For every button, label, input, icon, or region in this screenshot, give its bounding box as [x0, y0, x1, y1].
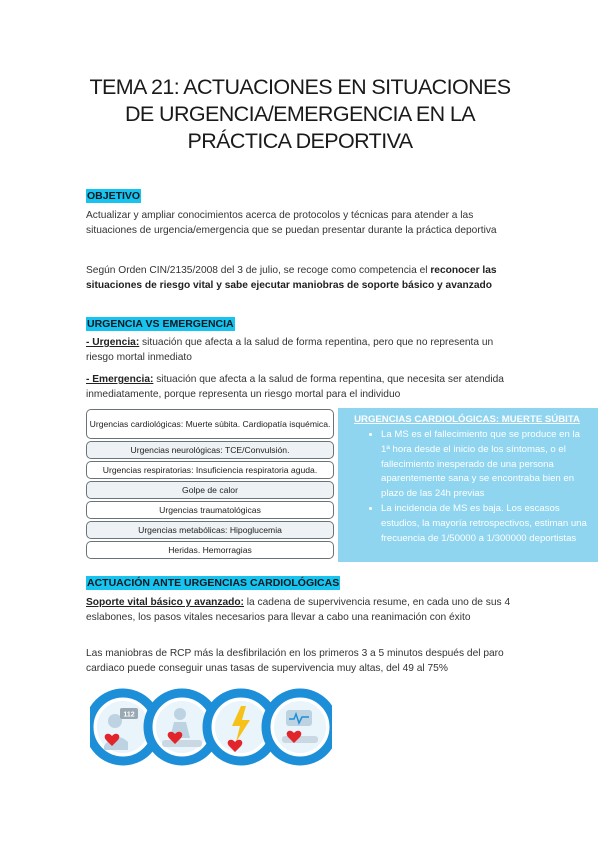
urgencia-vs-emergencia-highlight: URGENCIA VS EMERGENCIA	[87, 318, 234, 330]
urgencia-definition	[86, 335, 516, 365]
chain-of-survival-diagram	[90, 684, 332, 770]
rescuer-head-icon	[174, 708, 186, 720]
maniobras-paragraph: Las maniobras de RCP más la desfibrilación en los primeros 3 a 5 minutos después del paro cardiaco puede conseguir unas tasas de supervivencia muy altas, del 49 al 75%	[86, 648, 504, 674]
chain-link-advanced-care	[266, 693, 332, 761]
info-box-bullet: • La incidencia de MS es baja. Los escasos estudios, la mayoría retrospectivos, estiman una frecuencia de 1/50000 a 1/300000 deportistas	[381, 502, 590, 546]
title-line-1: TEMA 21: ACTUACIONES EN SITUACIONES	[89, 75, 511, 99]
objetivo-paragraph-1: Actualizar y ampliar conocimientos acerca de protocolos y técnicas para atender a las situaciones de urgencia/emergencia que se puedan presentar durante la práctica deportiva	[86, 210, 497, 236]
info-box-bullets	[344, 428, 590, 546]
urgencias-list-item: Heridas. Hemorragias	[86, 541, 334, 559]
objetivo-highlight: OBJETIVO	[87, 190, 141, 202]
phone-number-label: 112	[123, 711, 135, 719]
info-box-title: URGENCIAS CARDIOLÓGICAS: MUERTE SÚBITA	[354, 414, 580, 425]
urgencias-list-item: Golpe de calor	[86, 481, 334, 499]
emergencia-label: - Emergencia:	[86, 374, 154, 385]
soporte-vital-paragraph	[86, 595, 516, 625]
emergencia-definition	[86, 372, 516, 402]
page-title	[60, 74, 540, 155]
objetivo-para2-bold: reconocer las situaciones de riesgo vital y sabe ejecutar maniobras de soporte básico y avanzado	[86, 265, 497, 291]
emergencia-text: situación que afecta a la salud de forma repentina, que necesita ser atendida inmediatamente, porque representa un riesgo mortal para el individuo	[86, 374, 504, 400]
muerte-subita-info-box	[338, 408, 598, 562]
title-line-3: PRÁCTICA DEPORTIVA	[187, 129, 413, 153]
section-heading-actuacion	[86, 573, 340, 591]
info-box-bullet: • La MS es el fallecimiento que se produce en la 1ª hora desde el inicio de los síntomas, o el fallecimiento inesperado de una persona aparentemente sana y se encontraba bien en plazo de las 24h previas	[381, 428, 590, 502]
urgencia-text: situación que afecta a la salud de forma repentina, pero que no representa un riesgo mortal inmediato	[86, 337, 494, 363]
urgencias-list-item: Urgencias neurológicas: TCE/Convulsión.	[86, 441, 334, 459]
urgencias-list-item: Urgencias traumatológicas	[86, 501, 334, 519]
section-heading-objetivo	[86, 186, 141, 204]
section-heading-urgencia-vs-emergencia	[86, 314, 235, 332]
objetivo-paragraph-2	[86, 263, 516, 293]
urgencias-list-item: Urgencias cardiológicas: Muerte súbita. Cardiopatía isquémica.	[86, 409, 334, 439]
person-head-icon	[108, 714, 122, 728]
urgencias-list-item: Urgencias metabólicas: Hipoglucemia	[86, 521, 334, 539]
title-line-2: DE URGENCIA/EMERGENCIA EN LA	[125, 102, 475, 126]
soporte-vital-label: Soporte vital básico y avanzado:	[86, 597, 244, 608]
urgencias-list	[86, 409, 334, 561]
objetivo-para2-plain: Según Orden CIN/2135/2008 del 3 de julio, se recoge como competencia el	[86, 265, 431, 276]
urgencia-label: - Urgencia:	[86, 337, 140, 348]
urgencias-list-item: Urgencias respiratorias: Insuficiencia respiratoria aguda.	[86, 461, 334, 479]
actuacion-highlight: ACTUACIÓN ANTE URGENCIAS CARDIOLÓGICAS	[87, 577, 340, 589]
soporte-vital-text: la cadena de supervivencia resume, en cada uno de sus 4 eslabones, los pasos vitales necesarios para llevar a cabo una reanimación con éxito	[86, 597, 511, 623]
